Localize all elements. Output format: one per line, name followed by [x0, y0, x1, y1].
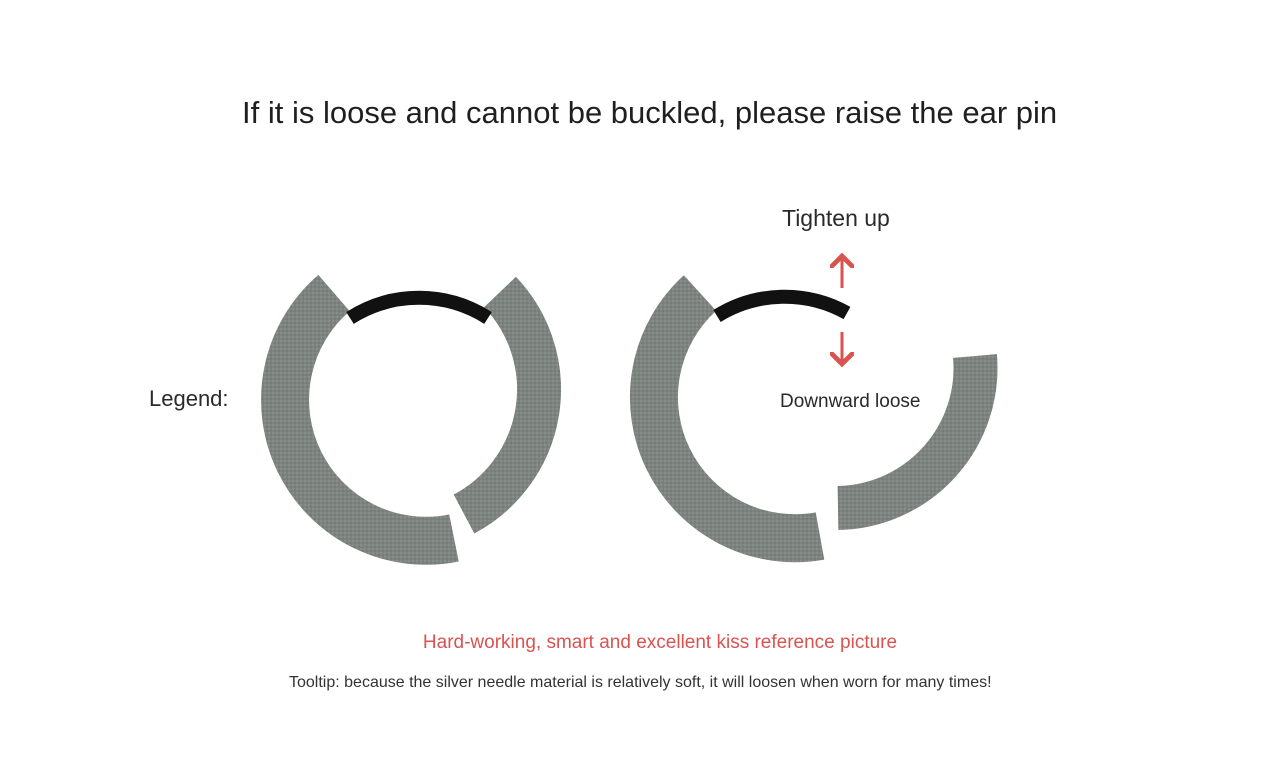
tighten-up-label: Tighten up	[782, 205, 890, 231]
hoop-segment-left	[285, 293, 454, 541]
ear-pin	[350, 298, 488, 318]
hoop-segment-left	[654, 293, 820, 538]
closed-hoop	[285, 292, 539, 541]
caption: Hard-working, smart and excellent kiss reference picture	[422, 632, 898, 653]
downward-loose-label: Downward loose	[780, 391, 921, 412]
ear-pin	[717, 297, 847, 316]
hoop-segment-right	[464, 292, 539, 514]
hoop-segment-detached	[838, 356, 976, 508]
tooltip-note: Tooltip: because the silver needle material is relatively soft, it will loosen when worn for many times!	[289, 674, 992, 691]
open-hoop	[654, 293, 976, 538]
legend-label: Legend:	[149, 386, 229, 411]
page-title: If it is loose and cannot be buckled, please raise the ear pin	[242, 95, 1058, 130]
